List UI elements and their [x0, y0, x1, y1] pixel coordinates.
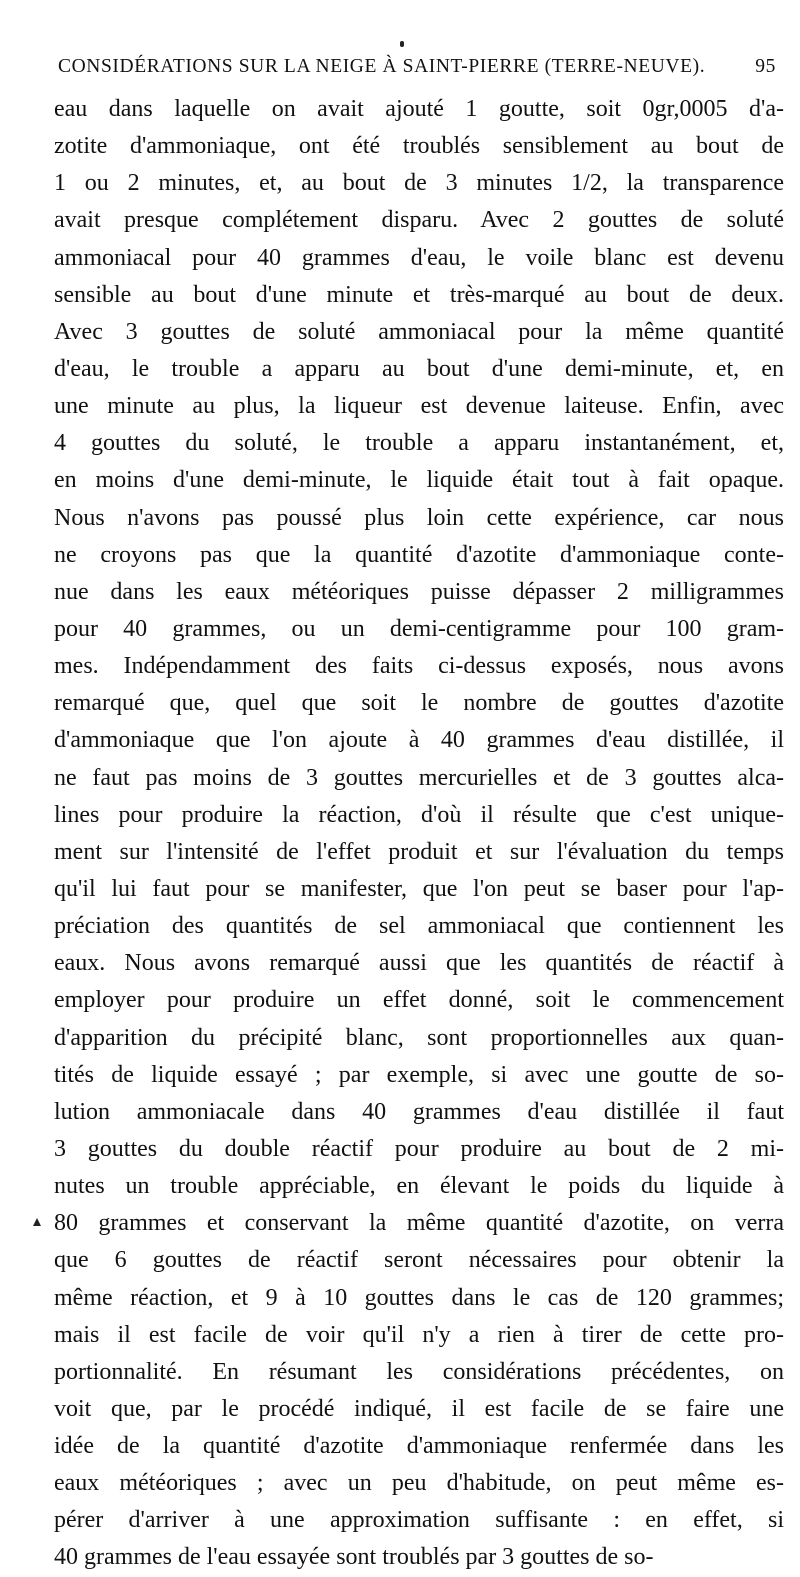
ink-mark — [400, 41, 404, 47]
text-line: remarqué que, quel que soit le nombre de gouttes d'azotite — [54, 690, 784, 717]
page-number: 95 — [755, 56, 776, 77]
text-line: eaux. Nous avons remarqué aussi que les quantités de réactif à — [54, 950, 784, 977]
text-line: que 6 gouttes de réactif seront nécessaires pour obtenir la — [54, 1247, 784, 1274]
text-line: lines pour produire la réaction, d'où il résulte que c'est unique- — [54, 801, 784, 828]
text-line: ment sur l'intensité de l'effet produit et sur l'évaluation du temps — [54, 838, 784, 865]
text-line: 40 grammes de l'eau essayée sont troublés par 3 gouttes de so- — [54, 1544, 654, 1571]
text-line: une minute au plus, la liqueur est devenue laiteuse. Enfin, avec — [54, 393, 784, 420]
text-line: d'eau, le trouble a apparu au bout d'une demi-minute, et, en — [54, 355, 784, 382]
text-line: 80 grammes et conservant la même quantité d'azotite, on verra — [54, 1210, 784, 1237]
text-line: Nous n'avons pas poussé plus loin cette expérience, car nous — [54, 504, 784, 531]
text-line: pour 40 grammes, ou un demi-centigramme pour 100 gram- — [54, 615, 784, 642]
text-line: lution ammoniacale dans 40 grammes d'eau distillée il faut — [54, 1098, 784, 1125]
text-line: ne faut pas moins de 3 gouttes mercurielles et de 3 gouttes alca- — [54, 764, 784, 791]
text-line: voit que, par le procédé indiqué, il est facile de se faire une — [54, 1395, 784, 1422]
text-line: Avec 3 gouttes de soluté ammoniacal pour la même quantité — [54, 318, 784, 345]
text-line: 4 gouttes du soluté, le trouble a apparu instantanément, et, — [54, 430, 784, 457]
margin-mark — [33, 1218, 41, 1226]
running-header — [58, 56, 776, 86]
text-line: idée de la quantité d'azotite d'ammoniaque renfermée dans les — [54, 1433, 784, 1460]
text-line: même réaction, et 9 à 10 gouttes dans le cas de 120 grammes; — [54, 1284, 784, 1311]
text-line: d'ammoniaque que l'on ajoute à 40 grammes d'eau distillée, il — [54, 727, 784, 754]
running-header-title: CONSIDÉRATIONS SUR LA NEIGE À SAINT-PIERRE (TERRE-NEUVE). — [58, 56, 706, 77]
text-line: ammoniacal pour 40 grammes d'eau, le voile blanc est devenu — [54, 244, 784, 271]
text-line: nue dans les eaux météoriques puisse dépasser 2 milligrammes — [54, 578, 784, 605]
text-line: en moins d'une demi-minute, le liquide était tout à fait opaque. — [54, 467, 784, 494]
body-text — [54, 91, 784, 1577]
text-line: 1 ou 2 minutes, et, au bout de 3 minutes 1/2, la transparence — [54, 170, 784, 197]
text-line: eau dans laquelle on avait ajouté 1 goutte, soit 0gr,0005 d'a- — [54, 96, 784, 122]
text-line: préciation des quantités de sel ammoniacal que contiennent les — [54, 913, 784, 940]
text-line: avait presque complétement disparu. Avec 2 gouttes de soluté — [54, 207, 784, 234]
text-line: mes. Indépendamment des faits ci-dessus exposés, nous avons — [54, 653, 784, 680]
text-line: nutes un trouble appréciable, en élevant le poids du liquide à — [54, 1173, 784, 1200]
text-line: employer pour produire un effet donné, soit le commencement — [54, 987, 784, 1014]
text-line: eaux météoriques ; avec un peu d'habitude, on peut même es- — [54, 1470, 784, 1497]
text-line: ne croyons pas que la quantité d'azotite d'ammoniaque conte- — [54, 541, 784, 568]
text-line: mais il est facile de voir qu'il n'y a rien à tirer de cette pro- — [54, 1321, 784, 1348]
text-line: zotite d'ammoniaque, ont été troublés sensiblement au bout de — [54, 133, 784, 160]
text-line: sensible au bout d'une minute et très-marqué au bout de deux. — [54, 281, 784, 308]
text-line: pérer d'arriver à une approximation suffisante : en effet, si — [54, 1507, 784, 1534]
text-line: qu'il lui faut pour se manifester, que l'on peut se baser pour l'ap- — [54, 875, 784, 902]
text-line: tités de liquide essayé ; par exemple, si avec une goutte de so- — [54, 1061, 784, 1088]
text-line: d'apparition du précipité blanc, sont proportionnelles aux quan- — [54, 1024, 784, 1051]
text-line: portionnalité. En résumant les considérations précédentes, on — [54, 1358, 784, 1385]
text-line: 3 gouttes du double réactif pour produire au bout de 2 mi- — [54, 1135, 784, 1162]
